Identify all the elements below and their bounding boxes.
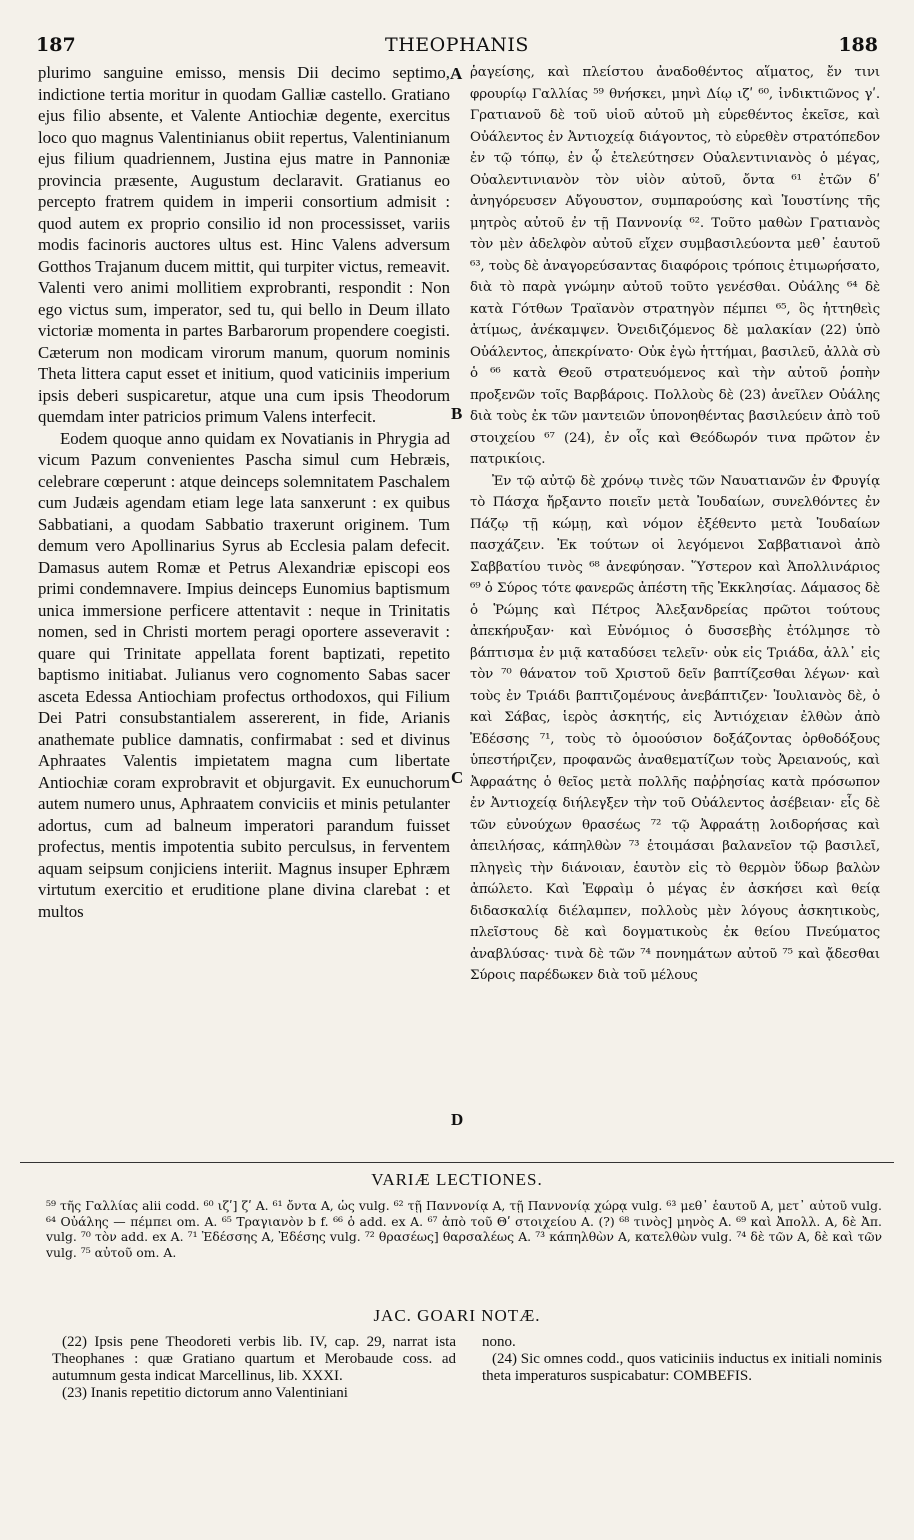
notes-left-column (52, 1334, 456, 1454)
running-title: THEOPHANIS (385, 34, 529, 56)
margin-marker-a: A (450, 64, 463, 83)
latin-paragraph-1: plurimo sanguine emisso, mensis Dii decimo septimo, indictione tertia moritur in quodam Galliæ castello. Gratiano ejus filio absente, et Valente Antiochiæ degente, exercitus loco quo magnus Valentinianus obiit repertus, Valentinianum ejus filium quadriennem, Justina ejus matre in Pannoniæ provincia præsente, Augustum declaravit. Gratianus eo percepto fratrem quidem in imperii consortium admisit : quod autem ex proprio consilio id non processisset, variis modis facinoris auctores ultus est. Hinc Valens adversum Gotthos Trajanum ducem mittit, qui turpiter victus, remeavit. Valenti vero animi mollitiem exprobranti, respondit : Non ego victus sum, imperator, sed tu, qui bello in Deum illato victoriæ momenta in partes Barbarorum propendere coegisti. Cæterum non modicam virorum manum, quorum nominis Theta littera caput esset et initium, quod vaticiniis imperium ipsis deberi suspicaretur, atque una cum ipsis Theodorum quemdam inter patricios primum Valens interfecit. (38, 63, 450, 426)
notes-right-column (482, 1334, 882, 1454)
greek-paragraph-1: ῥαγείσης, καὶ πλείστου ἀναδοθέντος αἵματος, ἔν τινι φρουρίῳ Γαλλίας ⁵⁹ θνήσκει, μηνὶ Δίῳ ιζʹ ⁶⁰, ἰνδικτιῶνος γʹ. Γρατιανοῦ δὲ τοῦ υἱοῦ αὐτοῦ μὴ εὑρεθέντος ἐκεῖσε, καὶ Οὐάλεντος ἐν Ἀντιοχείᾳ διάγοντος, τὸ εὑρεθὲν στρατόπεδον ἐν τῷ τόπῳ, ἐν ᾧ ἐτελεύτησεν Οὐαλεντινιανὸς ὁ μέγας, Οὐαλεντινιανὸν τὸν υἱὸν αὐτοῦ, ὄντα ⁶¹ ἐτῶν δʹ ἀνηγόρευσεν Αὔγουστον, συμπαρούσης καὶ Ἰουστίνης τῆς μητρὸς αὐτοῦ ἐν τῇ Παννονίᾳ ⁶². Τοῦτο μαθὼν Γρατιανὸς τὸν μὲν ἀδελφὸν αὐτοῦ εἴχεν συμβασιλεύοντα μεθ᾽ ἑαυτοῦ ⁶³, τοὺς δὲ ἀναγορεύσαντας διαφόροις τρόποις ἐτιμωρήσατο, διὰ τὸ παρὰ γνώμην αὐτοῦ τοῦτο γενέσθαι. Οὐάλης ⁶⁴ δὲ κατὰ Γότθων Τραϊανὸν στρατηγὸν πέμπει ⁶⁵, ὃς ἡττηθεὶς ἀτίμως, ἀνέκαμψεν. Ὀνειδιζόμενος δὲ μαλακίαν (22) ὑπὸ Οὐάλεντος, ἀπεκρίνατο· Οὐκ ἐγὼ ἡττήμαι, βασιλεῦ, ἀλλὰ σὺ ὁ ⁶⁶ κατὰ Θεοῦ στρατευόμενος καὶ τὴν αὐτοῦ ῥοπὴν προξενῶν τοῖς Βαρβάροις. Πολλοὺς δὲ (23) ἀνεῖλεν Οὐάλης διὰ τοὺς ἐκ τῶν μαντειῶν ὑπονοηθέντας βασιλεύειν ἀπὸ τοῦ στοιχείου ⁶⁷ (24), ἐν οἷς καὶ Θεόδωρόν τινα πρῶτον ἐν πατρικίοις. (470, 65, 880, 467)
note-23-continued: nono. (482, 1334, 516, 1350)
running-header (36, 34, 878, 60)
latin-column (38, 62, 450, 1158)
page-number-right: 188 (838, 34, 878, 56)
note-22: (22) Ipsis pene Theodoreti verbis lib. IV, cap. 29, narrat ista Theophanes : quæ Gratiano quartum et Merobaude coss. ad autumnum gesta indicat Marcellinus, lib. XXXI. (52, 1334, 456, 1384)
notes-heading: JAC. GOARI NOTÆ. (373, 1306, 541, 1325)
greek-column (470, 62, 880, 1158)
note-24: (24) Sic omnes codd., quos vaticiniis inductus ex initiali nominis theta imperaturos suspicabatur: COMBEFIS. (482, 1351, 882, 1384)
page-number-left: 187 (36, 34, 76, 56)
margin-marker-d: D (451, 1110, 464, 1129)
variae-lectiones-text: ⁵⁹ τῆς Γαλλίας alii codd. ⁶⁰ ιζʹ] ζʹ A. ⁶¹ ὄντα A, ὡς vulg. ⁶² τῇ Παννονίᾳ A, τῇ Παννονίᾳ χώρᾳ vulg. ⁶³ μεθ᾽ ἑαυτοῦ A, μετ᾽ αὐτοῦ vulg. ⁶⁴ Οὐάλης — πέμπει om. A. ⁶⁵ Τραγιανὸν b f. ⁶⁶ ὁ add. ex A. ⁶⁷ ἀπὸ τοῦ Θʹ στοιχείου A. (?) ⁶⁸ τινὸς] μηνὸς A. ⁶⁹ καὶ Ἀπολλ. A, δὲ Ἀπ. vulg. ⁷⁰ τὸν add. ex A. ⁷¹ Ἐδέσσης A, Ἐδέσης vulg. ⁷² θρασέως] θαρσαλέως A. ⁷³ κάπηλθὼν A, κατελθὼν vulg. ⁷⁴ δὲ τῶν A, δὲ καὶ τῶν vulg. ⁷⁵ αὐτοῦ om. A. (46, 1198, 882, 1260)
latin-paragraph-2: Eodem quoque anno quidam ex Novatianis in Phrygia ad vicum Pazum convenientes Pascha simul cum Hebræis, celebrare cœperunt : atque deinceps solemnitatem Paschalem cum Judæis agendam etiam lege lata sanxerunt : ex quibus Sabbatiani, a quodam Sabbatio traxerunt originem. Tum demum vero Apollinarius Syrus ab Ecclesia palam defecit. Damasus autem Romæ et Petrus Alexandriæ episcopi eos primi condemnavere. Impius deinceps Eunomius baptismum unica immersione perficere attentavit : neque in Trinitatis nomen, sed in Christi mortem peragi oportere asseveravit : quare qui Trinitate appellata forent baptizati, repetito baptismo initiabat. Julianus vero cognomento Sabas sacer asceta Edessa Antiochiam profectus orthodoxos, qui Filium Dei Patri consubstantialem assererent, in fide, Arianis anathemate publice damnatis, confirmabat : sed et divinus Aphraates Valentis impietatem magna cum libertate Antiochiæ coram exprobravit et objurgavit. Ex eunuchorum autem numero unus, Aphraatem conviciis et minis petulanter adortus, cum ad balneum imperatori parandum fuisset profectus, mentis impotentia subito perculsus, in ferventem aquam seipsum conjiciens interiit. Magnus insuper Ephræm virtutum exercitio et eruditione plane divina clarebat : et multos (38, 428, 450, 921)
section-divider (20, 1162, 894, 1163)
margin-marker-b: B (451, 404, 463, 423)
margin-marker-c: C (451, 768, 464, 787)
variae-lectiones-heading: VARIÆ LECTIONES. (371, 1170, 543, 1189)
greek-paragraph-2: Ἐν τῷ αὐτῷ δὲ χρόνῳ τινὲς τῶν Ναυατιανῶν ἐν Φρυγίᾳ τὸ Πάσχα ἤρξαντο ποιεῖν μετὰ Ἰουδαίων, συνελθόντες ἐν Πάζῳ τῇ κώμῃ, καὶ νόμον ἐξέθεντο μετὰ Ἰουδαίων πασχάζειν. Ἐκ τούτων οἱ λεγόμενοι Σαββατιανοὶ ἀπὸ Σαββατίου τινὸς ⁶⁸ ἀνεφύησαν. Ὕστερον καὶ Ἀπολλινάριος ⁶⁹ ὁ Σύρος τότε φανερῶς ἀπέστη τῆς Ἐκκλησίας. Δάμασος δὲ ὁ Ῥώμης καὶ Πέτρος Ἀλεξανδρείας πρῶτοι τούτους ἀπεκήρυξαν· καὶ Εὐνόμιος ὁ δυσσεβὴς ἐτόλμησε τὸ βάπτισμα ἐν μιᾷ καταδύσει τελεῖν· οὐκ εἰς Τριάδα, ἀλλ᾽ εἰς τὸν ⁷⁰ θάνατον τοῦ Χριστοῦ δεῖν βαπτίζεσθαι λέγων· καὶ τοὺς ἐν Τριάδι βαπτιζομένους ἀνεβάπτιζεν· Ἰουλιανὸς δὲ, ὁ καὶ Σάβας, ἱερὸς ἀσκητής, εἰς Ἀντιόχειαν ἐλθὼν ἀπὸ Ἐδέσσης ⁷¹, τοὺς τὸ ὁμοούσιον δοξάζοντας ὀρθοδόξους ὑπεστήριζεν, προφανῶς ἀναθεματίζων τοὺς Ἀρειανούς, καὶ Ἀφραάτης ὁ θεῖος μετὰ πολλῆς παῤῥησίας κατὰ πρόσωπον ἐν Ἀντιοχείᾳ διήλεγξεν τὴν τοῦ Οὐάλεντος ἀσέβειαν· εἷς δὲ τῶν εὐνούχων θρασέως ⁷² τῷ Ἀφραάτῃ λοιδορήσας καὶ ἀπειλήσας, κάπηλθὼν ⁷³ ἑτοιμάσαι βαλανεῖον τῷ βασιλεῖ, πληγεὶς τὴν διάνοιαν, ἑαυτὸν εἰς τὸ θερμὸν ὕδωρ βαλὼν ἀπώλετο. Καὶ Ἐφραὶμ ὁ μέγας ἐν ἀσκήσει καὶ θείᾳ διδασκαλίᾳ διέλαμπεν, πολλοὺς μὲν λόγους ἀσκητικοὺς, πλεῖστους δὲ καὶ δογματικοὺς ἐκ θείου Πνεύματος ἀναβλύσας· τινὰ δὲ τῶν ⁷⁴ πονημάτων αὐτοῦ ⁷⁵ καὶ ᾄδεσθαι Σύροις παρέδωκεν διὰ τοῦ μέλους (470, 473, 880, 983)
note-23: (23) Inanis repetitio dictorum anno Valentiniani (62, 1385, 348, 1401)
